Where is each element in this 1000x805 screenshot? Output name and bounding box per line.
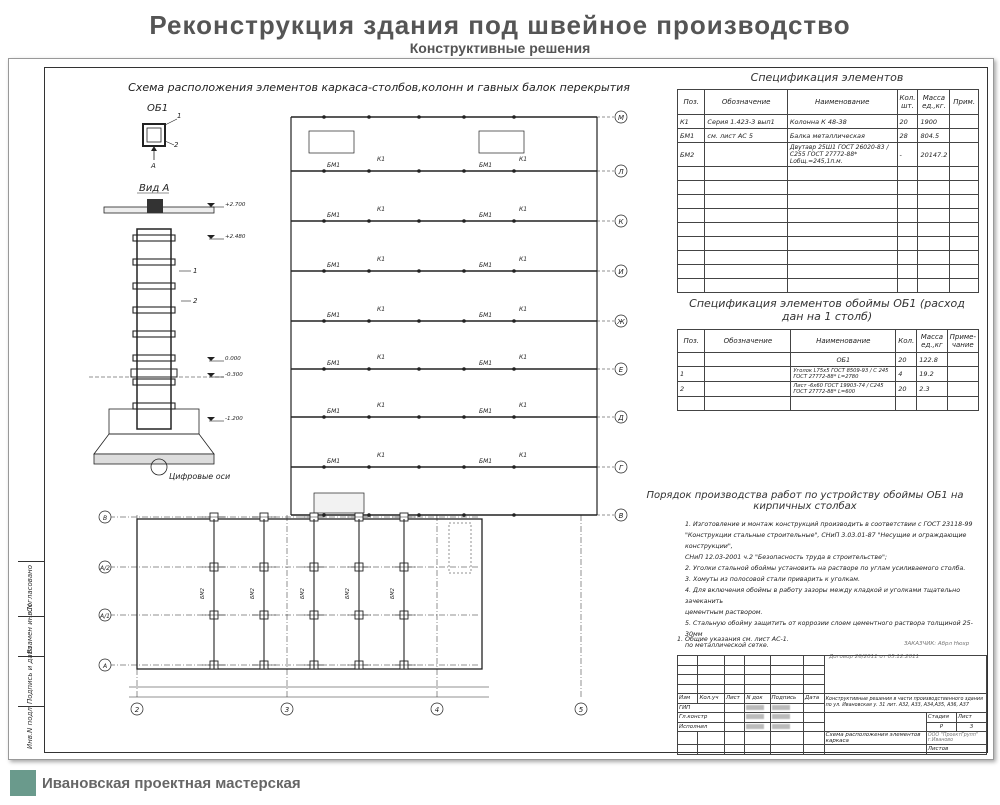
spec2-cell: 20 [896, 382, 917, 397]
stage-header: Стадия [926, 713, 956, 723]
company-logo-icon [10, 770, 36, 796]
table-row [678, 713, 987, 723]
ob1-section [143, 124, 165, 146]
level-label: +2.480 [225, 234, 246, 240]
beam-node [417, 513, 421, 517]
level-label: -1.200 [225, 416, 243, 422]
sheet-value: 3 [956, 722, 986, 732]
hoop [133, 235, 175, 241]
column-label: К1 [519, 256, 528, 263]
view-a-title: Вид А [139, 183, 170, 194]
axis-letter: А/1 [100, 613, 110, 620]
beam-node [322, 115, 326, 119]
beam-label: БМ1 [327, 408, 341, 415]
level-marker [207, 417, 215, 421]
axis-letter: А/2 [100, 565, 110, 572]
beam-node [322, 319, 326, 323]
spec1-cell: 1900 [918, 115, 950, 129]
beam-node [322, 169, 326, 173]
beam-node [417, 269, 421, 273]
column-label: К1 [377, 354, 386, 361]
stamp-role: ГИП [678, 703, 725, 713]
spec1-header: Прим. [950, 90, 979, 115]
table-row [678, 353, 979, 367]
beam-node [512, 269, 516, 273]
stamp-role: Исполнил [678, 722, 725, 732]
beam-label: БМ1 [327, 360, 341, 367]
beam-node [462, 269, 466, 273]
spec2-cell [947, 382, 978, 397]
beam-node [462, 465, 466, 469]
spec1-header: Наименование [787, 90, 897, 115]
beam-node [367, 269, 371, 273]
drawing-sheet [8, 58, 994, 760]
procedure-item: 4. Для включения обоймы в работу зазоры между кладкой и уголками тщательно зачеканить [685, 587, 961, 605]
building-outline [137, 519, 482, 669]
beam-node [322, 513, 326, 517]
spec2-cell [947, 353, 978, 367]
page-title: Реконструкция здания под швейное производство [149, 10, 851, 40]
spec1-cell: 20 [897, 115, 918, 129]
spec1-cell: 20147.2 [918, 143, 950, 167]
view-callout-1: 1 [193, 267, 198, 275]
spec2-header: Обозначение [705, 330, 791, 353]
level-marker [207, 357, 215, 361]
beam-node [367, 219, 371, 223]
side-label: Взамен инв.N [26, 604, 34, 654]
callout-2: 2 [174, 141, 179, 149]
sheet-name: Схема расположения элементов каркаса [824, 732, 926, 745]
spec1-header: Кол. шт. [897, 90, 918, 115]
spec2-header: Масса ед.,кг [917, 330, 947, 353]
level-marker [207, 373, 215, 377]
spec1-cell: Балка металлическая [787, 129, 897, 143]
spec2-cell: 4 [896, 367, 917, 382]
spec2-table [677, 329, 979, 411]
column-label: К1 [377, 206, 386, 213]
procedure-item: 5. Стальную обойму защитить от коррозии слоем цементного раствора толщиной 25-30мм [685, 620, 973, 638]
hoop [133, 403, 175, 409]
callout-1: 1 [177, 112, 182, 120]
project-text: Конструктивные решения в части производственного здания по ул. Ивановская у. 31 лит. А32, А33, А34,А35, А36, А37 [824, 694, 986, 713]
beam-node [417, 465, 421, 469]
section-arrow-label: А [151, 162, 156, 170]
beam-label: БМ1 [479, 262, 493, 269]
beam-label: БМ1 [479, 408, 493, 415]
beam-label: БМ1 [479, 458, 493, 465]
stage-value: Р [926, 722, 956, 732]
beam-node [417, 169, 421, 173]
beam-node [462, 513, 466, 517]
spec2-header: Кол. [896, 330, 917, 353]
axis-letter: Е [618, 366, 624, 374]
beam-node [417, 219, 421, 223]
beam-node [512, 169, 516, 173]
table-row [678, 367, 979, 382]
beam-node [512, 513, 516, 517]
procedure-item: 2. Уголки стальной обоймы установить на растворе по углам усиливаемого столба. [685, 565, 966, 572]
beam-node [462, 169, 466, 173]
side-label: Согласовано [26, 564, 34, 612]
column-label: К1 [519, 354, 528, 361]
spec2-header: Приме-чание [947, 330, 978, 353]
lower-plan [99, 511, 587, 715]
procedure-item: 3. Хомуты из полосовой стали приварить к уголкам. [685, 576, 861, 583]
beam-node [322, 269, 326, 273]
legend-label: Цифровые оси [169, 472, 231, 481]
footer [0, 762, 1000, 805]
hoop [133, 283, 175, 289]
spec2-cell: 19.2 [917, 367, 947, 382]
page-subtitle: Конструктивные решения [409, 40, 591, 56]
beam-node [322, 219, 326, 223]
spec2-cell: ОБ1 [791, 353, 896, 367]
beam-node [367, 169, 371, 173]
plan-title: Схема расположения элементов каркаса-столбов,колонн и гавных балок перекрытия [128, 81, 630, 94]
customer-line: ЗАКАЗЧИК: Абрл Нюхр [904, 641, 970, 647]
column-elevation [89, 199, 224, 464]
beam-label: БМ1 [327, 458, 341, 465]
axis-letter: И [618, 268, 624, 276]
stamp-role: Гл.констр [678, 713, 725, 723]
beam-node [512, 115, 516, 119]
hoop [133, 379, 175, 385]
beam-label: БМ1 [479, 162, 493, 169]
spec1-cell [950, 115, 979, 129]
contract-line: Договор 26/2011 от 05.12.2011 [829, 654, 920, 660]
axis-number: 2 [134, 706, 140, 714]
axis-letter: А [102, 663, 108, 670]
side-label: Инв.N подл. [26, 704, 34, 749]
axis-letter: Ж [617, 318, 625, 326]
axis-letter: В [618, 512, 624, 520]
spec2-title: Спецификация элементов обоймы ОБ1 (расход дан на 1 столб) [689, 297, 965, 323]
beam-label: БМ1 [479, 312, 493, 319]
opening [479, 131, 524, 153]
beam-node [462, 319, 466, 323]
view-callout-2: 2 [193, 297, 198, 305]
beam-node [367, 319, 371, 323]
beam-node [417, 367, 421, 371]
axis-letter: К [618, 218, 624, 226]
axis-number: 4 [434, 706, 440, 714]
beam-node [367, 415, 371, 419]
beam-label: БМ1 [327, 162, 341, 169]
axis-letter: Л [618, 168, 624, 176]
table-row [678, 143, 979, 167]
stamp-header: Кол.уч [698, 694, 725, 704]
spec1-header: Поз. [678, 90, 705, 115]
opening [309, 131, 354, 153]
beam-node [512, 415, 516, 419]
beam-node [417, 415, 421, 419]
beam-node [367, 465, 371, 469]
side-label: Подпись и дата [26, 646, 34, 704]
column-label: К1 [519, 402, 528, 409]
spec1-cell: 28 [897, 129, 918, 143]
table-row [678, 694, 987, 704]
procedure-item: 1. Изготовление и монтаж конструкций производить в соответствии с ГОСТ 23118-99 [685, 521, 973, 528]
beam-node [367, 367, 371, 371]
sheets-header: Листов [926, 745, 986, 755]
beam-node [417, 115, 421, 119]
column-label: К1 [519, 156, 528, 163]
beam-node [367, 115, 371, 119]
spec2-header: Поз. [678, 330, 705, 353]
procedure-title: Порядок производства работ по устройству обоймы ОБ1 на кирпичных столбах [646, 490, 964, 512]
ob1-label: ОБ1 [147, 103, 169, 114]
beam-node [322, 367, 326, 371]
beam-node [322, 465, 326, 469]
spec2-cell: Уголок L75x5 ГОСТ 8509-93 / С 245 ГОСТ 27772-88* L=2780 [791, 367, 896, 382]
beam-node [462, 367, 466, 371]
beam-node [512, 319, 516, 323]
level-label: 0.000 [225, 356, 241, 362]
column-label: К1 [519, 306, 528, 313]
beam-label: БМ1 [479, 212, 493, 219]
stamp-header: Лист [724, 694, 744, 704]
spec2-cell [678, 353, 705, 367]
column-label: К1 [377, 306, 386, 313]
stair-zone [449, 523, 471, 573]
spec2-cell [705, 382, 791, 397]
axis-letter: М [617, 114, 625, 122]
spec1-cell [950, 129, 979, 143]
hoop [133, 331, 175, 337]
column-label: К1 [377, 452, 386, 459]
table-row [678, 115, 979, 129]
axis-number: 3 [284, 706, 290, 714]
beam-label: БМ1 [479, 360, 493, 367]
hoop [133, 259, 175, 265]
level-marker [207, 203, 215, 207]
beam-label: БМ2 [200, 588, 206, 599]
title-block [677, 655, 987, 755]
beam-node [322, 415, 326, 419]
spec1-cell: БМ1 [678, 129, 705, 143]
spec2-cell: Лист -6x60 ГОСТ 19903-74 / С245 ГОСТ 27772-88* L=600 [791, 382, 896, 397]
spec1-cell: Двутавр 25Ш1 ГОСТ 26020-83 / С255 ГОСТ 27772-88* Lобщ.=245,1п.м. [787, 143, 897, 167]
beam-label: БМ2 [345, 588, 351, 599]
spec1-title: Спецификация элементов [750, 71, 904, 84]
level-label: +2.700 [225, 202, 246, 208]
stamp-header: Дата [803, 694, 824, 704]
spec2-header: Наименование [791, 330, 896, 353]
beam-label: БМ1 [327, 212, 341, 219]
general-note: 1. Общие указания см. лист АС-1. [677, 636, 789, 643]
spec1-header: Обозначение [705, 90, 787, 115]
beam-node [512, 367, 516, 371]
spec1-cell: Колонна К 48-38 [787, 115, 897, 129]
beam-label: БМ2 [390, 588, 396, 599]
procedure-item: СНиП 12.03-2001 ч.2 "Безопасность труда в строительстве"; [685, 554, 887, 561]
spec2-cell [705, 367, 791, 382]
sheet-header: Лист [956, 713, 986, 723]
procedure-list [685, 519, 985, 651]
spec1-cell: БМ2 [678, 143, 705, 167]
spec1-cell: Серия 1.423-3 вып1 [705, 115, 787, 129]
footer-company: Ивановская проектная мастерская [42, 775, 301, 792]
procedure-item: по металлической сетке. [685, 642, 769, 649]
spec2-cell: 20 [896, 353, 917, 367]
hoop [133, 307, 175, 313]
column-label: К1 [377, 156, 386, 163]
procedure-item: цементным раствором. [685, 609, 763, 616]
ob1-inner [147, 128, 161, 142]
beam-node [417, 319, 421, 323]
beam-label: БМ1 [327, 262, 341, 269]
beam-node [512, 219, 516, 223]
opening [314, 493, 364, 513]
table-row [678, 382, 979, 397]
spec1-cell [705, 143, 787, 167]
axis-letter: Д [618, 414, 624, 422]
stamp-header: Подпись [770, 694, 803, 704]
spec1-cell: 804.5 [918, 129, 950, 143]
spec1-table [677, 89, 979, 293]
procedure-item: "Конструкции стальные строительные", СНиП 3.03.01-87 "Несущие и ограждающие конструкции", [685, 532, 967, 550]
stamp-header: N док [745, 694, 770, 704]
spec1-cell: К1 [678, 115, 705, 129]
column-label: К1 [519, 452, 528, 459]
level-marker [207, 235, 215, 239]
beam-label: БМ2 [250, 588, 256, 599]
axis-letter: В [102, 515, 108, 522]
beam-label: БМ2 [300, 588, 306, 599]
axis-number: 5 [578, 706, 584, 714]
beam-node [512, 465, 516, 469]
stamp-header: Изм [678, 694, 698, 704]
spec2-cell [947, 367, 978, 382]
column-label: К1 [519, 206, 528, 213]
spec1-header: Масса ед.,кг. [918, 90, 950, 115]
column-label: К1 [377, 402, 386, 409]
beam-node [367, 513, 371, 517]
spec2-cell: 1 [678, 367, 705, 382]
spec2-cell: 2 [678, 382, 705, 397]
spec2-cell [705, 353, 791, 367]
beam-node [462, 415, 466, 419]
column-label: К1 [377, 256, 386, 263]
spec1-cell: см. лист АС 5 [705, 129, 787, 143]
beam-label: БМ1 [327, 312, 341, 319]
hoop [133, 355, 175, 361]
spec1-cell [950, 143, 979, 167]
company-stamp: ООО "ПроектГрупп" г.Иваново [926, 732, 986, 745]
axis-letter: Г [619, 464, 623, 472]
table-row [678, 129, 979, 143]
spec1-cell: - [897, 143, 918, 167]
level-label: -0.300 [225, 372, 243, 378]
beam-node [462, 115, 466, 119]
beam-grid [291, 111, 627, 521]
beam-node [462, 219, 466, 223]
spec2-cell: 122.8 [917, 353, 947, 367]
spec2-cell: 2.3 [917, 382, 947, 397]
